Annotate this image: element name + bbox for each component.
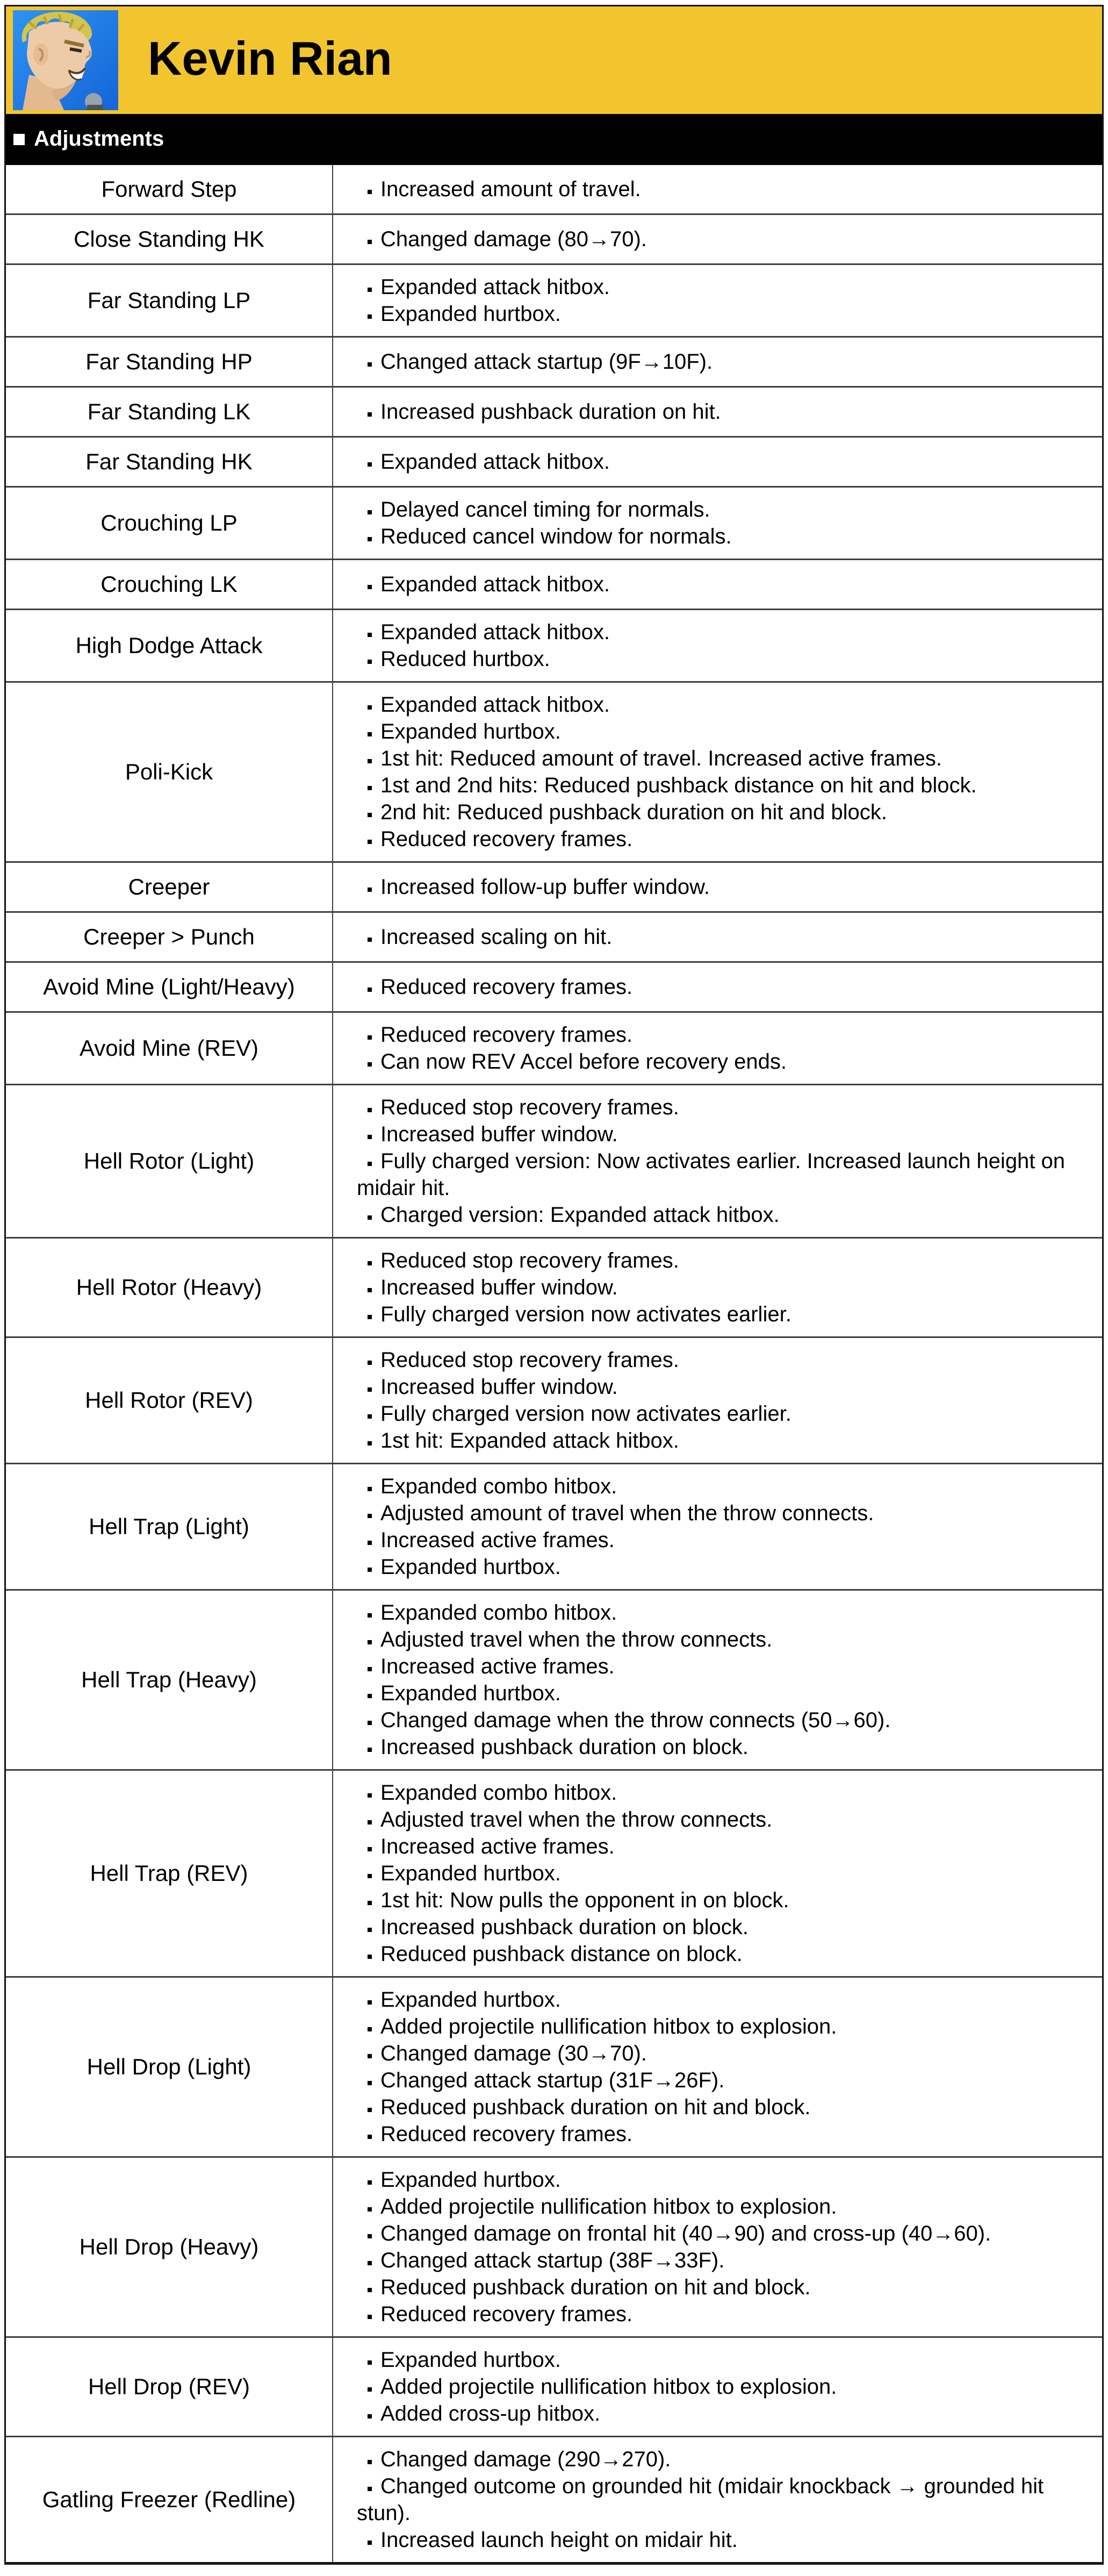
change-item: Increased buffer window. <box>357 1121 1090 1148</box>
section-label: Adjustments <box>34 126 164 151</box>
move-changes-cell <box>333 165 1102 213</box>
change-item: Can now REV Accel before recovery ends. <box>357 1048 1090 1075</box>
move-changes-cell <box>333 1013 1102 1084</box>
move-changes-cell <box>333 438 1102 486</box>
change-item: Increased pushback duration on hit. <box>357 398 1090 425</box>
move-row <box>6 436 1102 486</box>
move-name-cell: Hell Drop (REV) <box>6 2338 333 2436</box>
page-title: Kevin Rian <box>148 32 392 85</box>
move-changes-cell <box>333 1239 1102 1336</box>
change-item: Expanded attack hitbox. <box>357 571 1090 598</box>
move-changes-cell <box>333 215 1102 263</box>
change-item: Changed attack startup (9F→10F). <box>357 348 1090 375</box>
change-item: Reduced recovery frames. <box>357 974 1090 1000</box>
change-item: Fully charged version: Now activates earlier. Increased launch height on midair hit. <box>357 1148 1090 1201</box>
change-item: Increased pushback duration on block. <box>357 1734 1090 1761</box>
move-row <box>6 681 1102 861</box>
move-row <box>6 2336 1102 2436</box>
change-item: Delayed cancel timing for normals. <box>357 496 1090 523</box>
change-item: Expanded hurtbox. <box>357 1554 1090 1580</box>
change-item: Reduced stop recovery frames. <box>357 1347 1090 1373</box>
move-row <box>6 336 1102 386</box>
move-changes-cell <box>333 265 1102 336</box>
move-name-cell: Hell Rotor (Heavy) <box>6 1239 333 1336</box>
move-changes-cell <box>333 560 1102 609</box>
move-row <box>6 1237 1102 1336</box>
change-item: Expanded hurtbox. <box>357 2346 1090 2373</box>
move-name-cell: Avoid Mine (Light/Heavy) <box>6 963 333 1011</box>
move-row <box>6 911 1102 961</box>
change-item: Increased launch height on midair hit. <box>357 2527 1090 2553</box>
change-item: Reduced hurtbox. <box>357 646 1090 672</box>
move-changes-cell <box>333 488 1102 559</box>
move-changes-cell <box>333 1085 1102 1237</box>
move-row <box>6 609 1102 681</box>
change-item: Reduced cancel window for normals. <box>357 523 1090 550</box>
move-row <box>6 1976 1102 2156</box>
move-name-cell: Hell Rotor (REV) <box>6 1338 333 1463</box>
change-item: Expanded hurtbox. <box>357 1860 1090 1887</box>
change-item: Expanded attack hitbox. <box>357 691 1090 718</box>
change-item: Changed damage on frontal hit (40→90) and cross-up (40→60). <box>357 2220 1090 2247</box>
change-item: Changed damage when the throw connects (50→60). <box>357 1707 1090 1734</box>
move-name-cell: Hell Drop (Heavy) <box>6 2158 333 2336</box>
change-item: 1st hit: Expanded attack hitbox. <box>357 1427 1090 1454</box>
change-item: Adjusted amount of travel when the throw connects. <box>357 1500 1090 1527</box>
move-changes-cell <box>333 683 1102 861</box>
change-item: Expanded combo hitbox. <box>357 1473 1090 1500</box>
move-name-cell: Avoid Mine (REV) <box>6 1013 333 1084</box>
change-item: Increased active frames. <box>357 1653 1090 1680</box>
change-item: Changed attack startup (31F→26F). <box>357 2067 1090 2094</box>
change-item: Reduced pushback duration on hit and block. <box>357 2094 1090 2121</box>
move-name-cell: Far Standing HP <box>6 338 333 386</box>
move-row <box>6 1336 1102 1463</box>
change-item: Increased amount of travel. <box>357 176 1090 203</box>
character-portrait-image <box>13 10 118 110</box>
move-row <box>6 263 1102 336</box>
change-item: Reduced recovery frames. <box>357 2301 1090 2328</box>
move-row <box>6 559 1102 609</box>
change-item: Reduced pushback distance on block. <box>357 1941 1090 1967</box>
change-item: Changed damage (80→70). <box>357 226 1090 253</box>
move-changes-cell <box>333 2338 1102 2436</box>
move-changes-cell <box>333 2158 1102 2336</box>
change-item: Changed damage (290→270). <box>357 2446 1090 2473</box>
change-item: Expanded attack hitbox. <box>357 448 1090 475</box>
move-changes-cell <box>333 963 1102 1011</box>
move-row <box>6 861 1102 911</box>
move-name-cell: Far Standing HK <box>6 438 333 486</box>
move-changes-cell <box>333 338 1102 386</box>
move-changes-cell <box>333 1464 1102 1589</box>
move-name-cell: Crouching LP <box>6 488 333 559</box>
section-bullet-icon <box>13 134 25 145</box>
change-item: Adjusted travel when the throw connects. <box>357 1626 1090 1653</box>
change-item: Expanded hurtbox. <box>357 718 1090 745</box>
change-item: Expanded attack hitbox. <box>357 619 1090 646</box>
move-name-cell: Forward Step <box>6 165 333 213</box>
change-item: Fully charged version now activates earlier. <box>357 1400 1090 1427</box>
move-changes-cell <box>333 863 1102 911</box>
move-name-cell: Far Standing LP <box>6 265 333 336</box>
move-row <box>6 2436 1102 2562</box>
change-item: Expanded combo hitbox. <box>357 1779 1090 1806</box>
change-item: 2nd hit: Reduced pushback duration on hit and block. <box>357 799 1090 826</box>
move-changes-cell <box>333 1338 1102 1463</box>
change-item: Increased pushback duration on block. <box>357 1914 1090 1941</box>
change-item: Increased active frames. <box>357 1527 1090 1554</box>
move-name-cell: Hell Drop (Light) <box>6 1978 333 2156</box>
move-changes-cell <box>333 1771 1102 1976</box>
adjustments-table <box>6 165 1102 2562</box>
move-name-cell: Hell Trap (REV) <box>6 1771 333 1976</box>
change-item: Reduced recovery frames. <box>357 1021 1090 1048</box>
character-header <box>6 6 1102 114</box>
change-item: Expanded hurtbox. <box>357 2166 1090 2193</box>
change-item: Reduced pushback duration on hit and block. <box>357 2274 1090 2301</box>
change-item: Increased active frames. <box>357 1833 1090 1860</box>
change-item: Adjusted travel when the throw connects. <box>357 1806 1090 1833</box>
move-name-cell: Hell Rotor (Light) <box>6 1085 333 1237</box>
change-item: Added projectile nullification hitbox to explosion. <box>357 2193 1090 2220</box>
move-row <box>6 1084 1102 1237</box>
change-item: 1st hit: Reduced amount of travel. Increased active frames. <box>357 745 1090 772</box>
change-item: 1st hit: Now pulls the opponent in on block. <box>357 1887 1090 1914</box>
move-name-cell: Far Standing LK <box>6 388 333 436</box>
change-item: Reduced stop recovery frames. <box>357 1247 1090 1274</box>
change-item: 1st and 2nd hits: Reduced pushback distance on hit and block. <box>357 772 1090 799</box>
change-item: Expanded hurtbox. <box>357 300 1090 327</box>
change-item: Added projectile nullification hitbox to explosion. <box>357 2373 1090 2400</box>
change-item: Added cross-up hitbox. <box>357 2400 1090 2427</box>
change-item: Expanded hurtbox. <box>357 1680 1090 1707</box>
change-item: Expanded hurtbox. <box>357 1986 1090 2013</box>
change-item: Reduced recovery frames. <box>357 826 1090 853</box>
move-row <box>6 165 1102 213</box>
move-name-cell: Poli-Kick <box>6 683 333 861</box>
move-name-cell: Close Standing HK <box>6 215 333 263</box>
move-row <box>6 213 1102 263</box>
move-changes-cell <box>333 1591 1102 1769</box>
move-changes-cell <box>333 610 1102 681</box>
change-item: Charged version: Expanded attack hitbox. <box>357 1201 1090 1228</box>
change-item: Added projectile nullification hitbox to explosion. <box>357 2013 1090 2040</box>
move-row <box>6 386 1102 436</box>
change-item: Changed attack startup (38F→33F). <box>357 2247 1090 2274</box>
move-row <box>6 1589 1102 1769</box>
move-row <box>6 486 1102 559</box>
change-item: Increased buffer window. <box>357 1373 1090 1400</box>
move-name-cell: High Dodge Attack <box>6 610 333 681</box>
move-name-cell: Creeper <box>6 863 333 911</box>
move-name-cell: Gatling Freezer (Redline) <box>6 2437 333 2562</box>
patch-notes-page <box>4 5 1104 2565</box>
change-item: Reduced recovery frames. <box>357 2121 1090 2148</box>
change-item: Expanded attack hitbox. <box>357 274 1090 300</box>
change-item: Increased follow-up buffer window. <box>357 874 1090 900</box>
change-item: Changed outcome on grounded hit (midair knockback → grounded hit stun). <box>357 2473 1090 2527</box>
change-item: Increased scaling on hit. <box>357 924 1090 950</box>
move-changes-cell <box>333 388 1102 436</box>
move-name-cell: Hell Trap (Light) <box>6 1464 333 1589</box>
move-row <box>6 2156 1102 2336</box>
adjustments-section-bar <box>6 114 1102 165</box>
move-changes-cell <box>333 1978 1102 2156</box>
change-item: Expanded combo hitbox. <box>357 1599 1090 1626</box>
move-name-cell: Crouching LK <box>6 560 333 609</box>
move-changes-cell <box>333 913 1102 961</box>
change-item: Reduced stop recovery frames. <box>357 1094 1090 1121</box>
move-row <box>6 1769 1102 1976</box>
move-changes-cell <box>333 2437 1102 2562</box>
change-item: Changed damage (30→70). <box>357 2040 1090 2067</box>
move-name-cell: Hell Trap (Heavy) <box>6 1591 333 1769</box>
move-row <box>6 1463 1102 1589</box>
change-item: Increased buffer window. <box>357 1274 1090 1301</box>
move-row <box>6 961 1102 1011</box>
move-name-cell: Creeper > Punch <box>6 913 333 961</box>
move-row <box>6 1011 1102 1084</box>
change-item: Fully charged version now activates earlier. <box>357 1301 1090 1328</box>
